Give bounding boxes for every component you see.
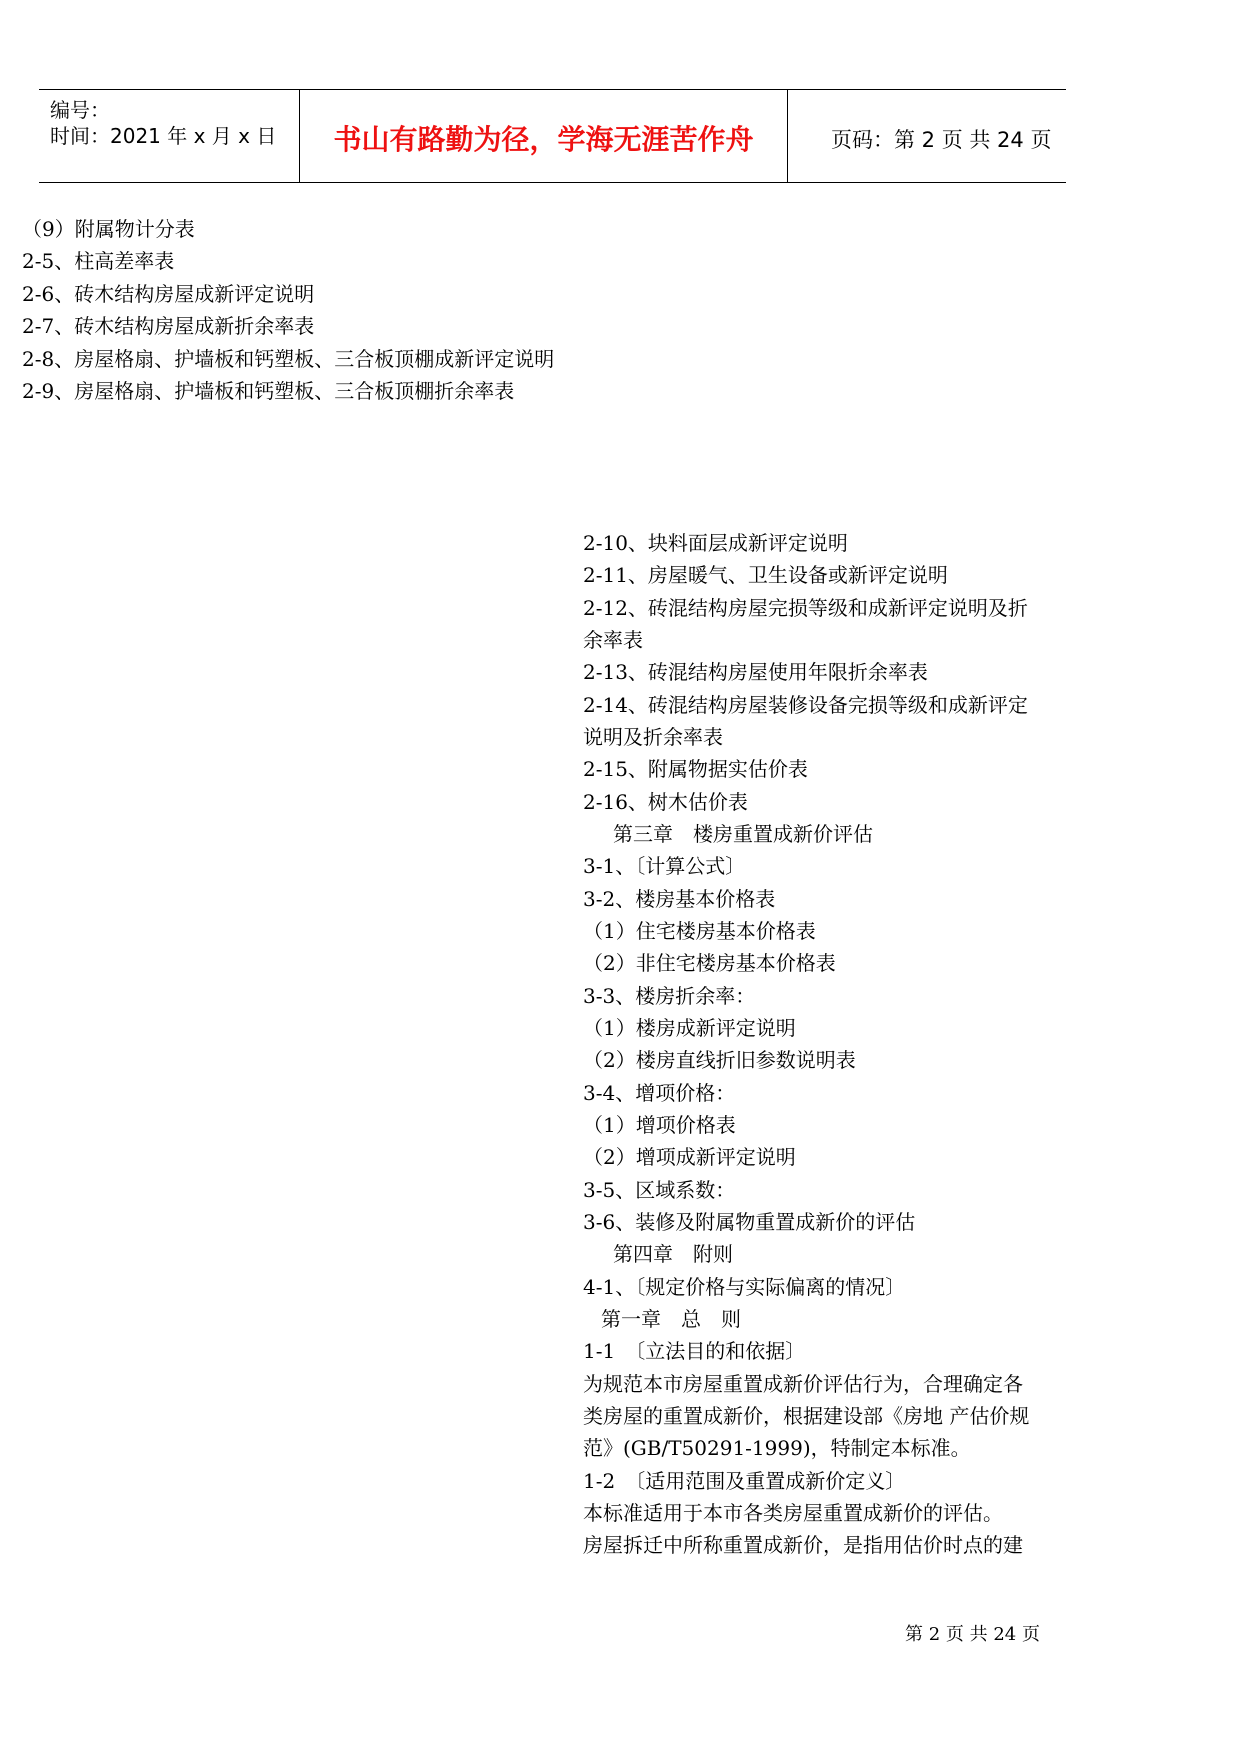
- list-item: 4-1、〔规定价格与实际偏离的情况〕: [583, 1275, 906, 1299]
- paragraph-line: 范》(GB/T50291-1999)，特制定本标准。: [583, 1436, 971, 1460]
- list-item: 余率表: [583, 628, 643, 652]
- list-item: 2-16、树木估价表: [583, 790, 748, 814]
- time-label: 时间：2021 年 x 月 x 日: [50, 124, 277, 148]
- list-item: 2-12、砖混结构房屋完损等级和成新评定说明及折: [583, 596, 1028, 620]
- list-item: （2）增项成新评定说明: [583, 1145, 796, 1169]
- list-item: （1）增项价格表: [583, 1113, 736, 1137]
- page-code: 页码：第 2 页 共 24 页: [831, 128, 1052, 152]
- list-item: 2-11、房屋暖气、卫生设备或新评定说明: [583, 563, 948, 587]
- list-item: （2）楼房直线折旧参数说明表: [583, 1048, 856, 1072]
- list-item: （1）楼房成新评定说明: [583, 1016, 796, 1040]
- page-footer: 第 2 页 共 24 页: [905, 1624, 1040, 1645]
- list-item: 说明及折余率表: [583, 725, 723, 749]
- page-header: [39, 89, 1066, 183]
- list-item: 2-7、砖木结构房屋成新折余率表: [22, 314, 315, 338]
- list-item: 1-1 〔立法目的和依据〕: [583, 1339, 806, 1363]
- list-item: 2-9、房屋格扇、护墙板和钙塑板、三合板顶棚折余率表: [22, 379, 515, 403]
- list-item: （2）非住宅楼房基本价格表: [583, 951, 836, 975]
- list-item: 3-2、楼房基本价格表: [583, 887, 776, 911]
- motto: 书山有路勤为径，学海无涯苦作舟: [333, 123, 754, 156]
- header-page-cell: [787, 90, 1066, 182]
- list-item: 2-14、砖混结构房屋装修设备完损等级和成新评定: [583, 693, 1028, 717]
- list-item: 3-6、装修及附属物重置成新价的评估: [583, 1210, 916, 1234]
- list-item: 3-3、楼房折余率：: [583, 984, 756, 1008]
- list-item: 2-10、块料面层成新评定说明: [583, 531, 848, 555]
- chapter-heading: 第四章 附则: [613, 1242, 733, 1266]
- list-item: 1-2 〔适用范围及重置成新价定义〕: [583, 1469, 906, 1493]
- list-item: 2-8、房屋格扇、护墙板和钙塑板、三合板顶棚成新评定说明: [22, 347, 555, 371]
- list-item: 2-13、砖混结构房屋使用年限折余率表: [583, 660, 928, 684]
- paragraph-line: 本标准适用于本市各类房屋重置成新价的评估。: [583, 1501, 1003, 1525]
- list-item: （1）住宅楼房基本价格表: [583, 919, 816, 943]
- list-item: 2-5、柱高差率表: [22, 249, 175, 273]
- header-motto-cell: [299, 90, 788, 182]
- paragraph-line: 房屋拆迁中所称重置成新价，是指用估价时点的建: [583, 1533, 1023, 1557]
- paragraph-line: 为规范本市房屋重置成新价评估行为，合理确定各: [583, 1372, 1023, 1396]
- list-item: （9）附属物计分表: [22, 217, 195, 241]
- serial-label: 编号：: [50, 98, 110, 122]
- chapter-heading: 第一章 总 则: [601, 1307, 741, 1331]
- paragraph-line: 类房屋的重置成新价，根据建设部《房地 产估价规: [583, 1404, 1030, 1428]
- list-item: 2-15、附属物据实估价表: [583, 757, 808, 781]
- list-item: 3-4、增项价格：: [583, 1081, 736, 1105]
- list-item: 3-1、〔计算公式〕: [583, 854, 746, 878]
- list-item: 2-6、砖木结构房屋成新评定说明: [22, 282, 315, 306]
- chapter-heading: 第三章 楼房重置成新价评估: [613, 822, 873, 846]
- header-info-cell: [39, 90, 299, 182]
- list-item: 3-5、区域系数：: [583, 1178, 736, 1202]
